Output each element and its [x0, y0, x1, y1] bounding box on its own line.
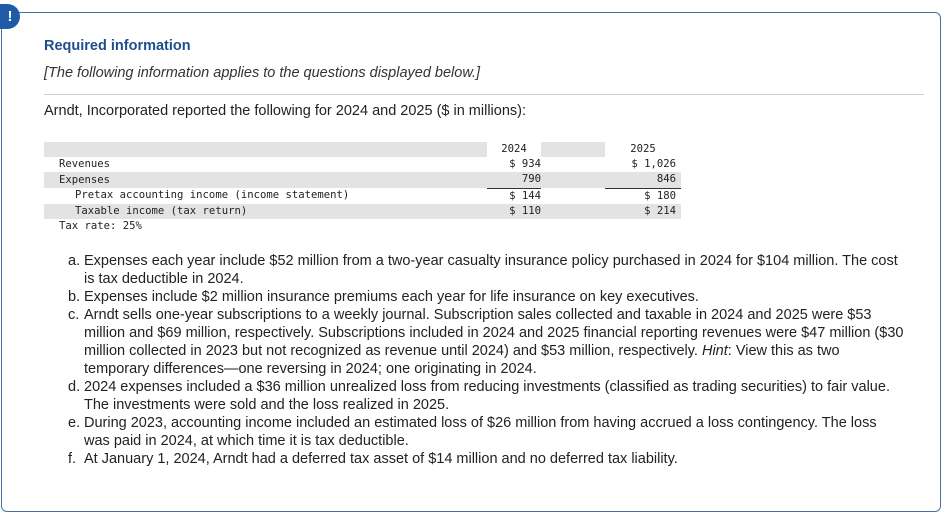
value-2024: $ 110 [487, 204, 541, 219]
item-marker: f. [68, 451, 77, 467]
item-text: Arndt sells one-year subscriptions to a weekly journal. Subscription sales collected and taxable in 2024 and 2025 were $53 million and $69 million, respectively. Subscriptions included in 2024 and 2025 financial reporting revenues were $47 million ($30 million collected in 2023 but not recognized as revenue until 2024) and $53 million, respectively. [84, 307, 904, 359]
value-2025: $ 214 [605, 204, 681, 219]
list-item [68, 288, 904, 306]
item-text: Expenses each year include $52 million from a two-year casualty insurance policy purchased in 2024 for $104 million. The cost is tax deductible in 2024. [84, 253, 898, 287]
tax-rate-row [44, 219, 681, 234]
table-row [44, 204, 681, 219]
item-text: 2024 expenses included a $36 million unrealized loss from reducing investments (classified as trading securities) to fair value. The investments were sold and the loss realized in 2025. [84, 379, 890, 413]
value-2024: 790 [487, 172, 541, 188]
item-marker: a. [68, 253, 81, 269]
lead-text: Arndt, Incorporated reported the following for 2024 and 2025 ($ in millions): [44, 103, 527, 119]
list-item [68, 306, 904, 378]
item-marker: e. [68, 415, 81, 431]
item-marker: b. [68, 289, 81, 305]
divider [44, 94, 924, 95]
value-2025: $ 180 [605, 188, 681, 204]
intro-note: [The following information applies to the questions displayed below.] [44, 65, 481, 81]
table-row [44, 157, 681, 172]
item-marker: d. [68, 379, 81, 395]
heading: Required information [44, 38, 191, 54]
tax-rate: Tax rate: 25% [59, 220, 142, 233]
row-label: Pretax accounting income (income statement) [75, 189, 350, 202]
exclamation-icon: ! [0, 4, 20, 29]
value-2025: $ 1,026 [631, 158, 676, 171]
item-marker: c. [68, 307, 80, 323]
value-2024: $ 144 [487, 188, 541, 204]
list-item [68, 414, 904, 450]
value-2024: $ 934 [509, 158, 541, 171]
list-item [68, 450, 904, 468]
table-row [44, 188, 681, 204]
row-label: Expenses [44, 172, 443, 188]
list-item [68, 378, 904, 414]
column-header-2024: 2024 [501, 143, 527, 155]
column-header-2025: 2025 [630, 143, 656, 155]
list-item [68, 252, 904, 288]
row-label: Revenues [59, 158, 111, 171]
table-row [44, 172, 681, 188]
item-text-continued: : View this as two temporary differences—one reversing in 2024; one originating in 2024. [84, 343, 840, 377]
hint-label: Hint [701, 343, 728, 359]
row-label: Taxable income (tax return) [44, 204, 443, 219]
item-text: Expenses include $2 million insurance premiums each year for life insurance on key executives. [84, 289, 699, 305]
item-text: During 2023, accounting income included an estimated loss of $26 million from having accrued a loss contingency. The loss was paid in 2024, at which time it is tax deductible. [84, 415, 877, 449]
item-text: At January 1, 2024, Arndt had a deferred tax asset of $14 million and no deferred tax liability. [84, 451, 678, 467]
facts-list [68, 252, 904, 468]
financial-table [44, 142, 681, 234]
value-2025: 846 [605, 172, 681, 188]
table-header-row [44, 142, 681, 157]
